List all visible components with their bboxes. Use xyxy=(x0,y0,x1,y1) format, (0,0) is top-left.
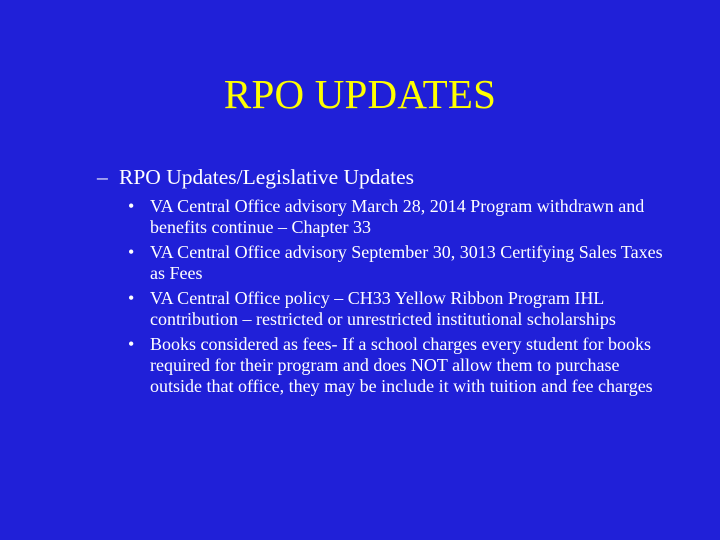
subheading-text: RPO Updates/Legislative Updates xyxy=(119,165,414,189)
bullet-icon: • xyxy=(128,334,135,354)
slide-title: RPO UPDATES xyxy=(223,71,497,117)
subheading xyxy=(97,163,677,191)
bullet-item xyxy=(128,334,668,397)
bullet-icon: • xyxy=(128,196,135,216)
bullet-item xyxy=(128,288,668,330)
bullet-icon: • xyxy=(128,242,135,262)
bullet-text: VA Central Office advisory March 28, 2014 Program withdrawn and benefits continue – Chapter 33 xyxy=(150,196,645,237)
bullet-text: VA Central Office advisory September 30, 3013 Certifying Sales Taxes as Fees xyxy=(150,242,663,283)
bullet-text: Books considered as fees- If a school charges every student for books required for their program and does NOT allow them to purchase outside that office, they may be include it with tuition and fee charges xyxy=(150,334,653,396)
bullet-item xyxy=(128,196,668,238)
bullet-icon: • xyxy=(128,288,135,308)
bullet-item xyxy=(128,242,668,284)
bullet-list xyxy=(128,196,668,401)
dash-marker: – xyxy=(97,165,108,189)
bullet-text: VA Central Office policy – CH33 Yellow Ribbon Program IHL contribution – restricted or unrestricted institutional scholarships xyxy=(150,288,616,329)
